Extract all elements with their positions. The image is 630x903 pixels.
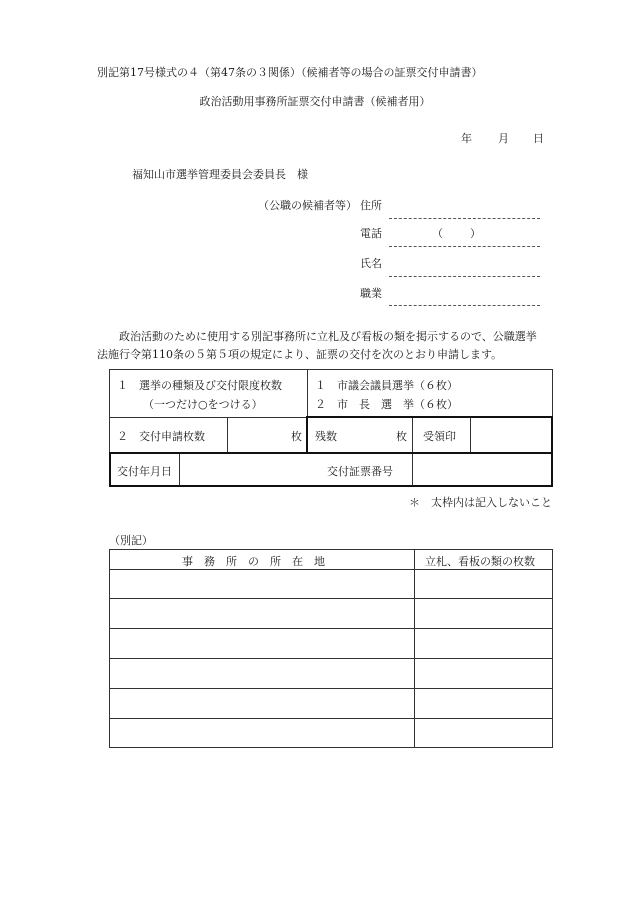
election-type-sublabel: （一つだけ○をつける） bbox=[143, 398, 263, 411]
attachment-label: （別記） bbox=[109, 534, 153, 547]
certificate-number-label: 交付証票番号 bbox=[327, 465, 393, 478]
thick-frame-top bbox=[307, 416, 553, 418]
application-table bbox=[109, 369, 553, 487]
phone-field[interactable] bbox=[389, 246, 540, 247]
option-mayor[interactable]: ２ 市 長 選 挙（６枚） bbox=[315, 398, 458, 411]
occupation-label: 職業 bbox=[360, 287, 382, 300]
received-seal-label: 受領印 bbox=[423, 430, 456, 443]
date-day-label: 日 bbox=[533, 132, 544, 145]
thick-frame-note: ＊ 太枠内は記入しないこと bbox=[409, 496, 552, 509]
address-label: 住所 bbox=[360, 199, 382, 212]
candidate-label: （公職の候補者等） bbox=[258, 199, 357, 212]
addressee: 福知山市選挙管理委員会委員長 様 bbox=[132, 168, 308, 181]
office-location-table bbox=[109, 549, 553, 748]
location-column-header: 事 務 所 の 所 在 地 bbox=[182, 555, 325, 568]
phone-label: 電話 bbox=[360, 227, 382, 240]
statement-line-2: 法施行令第110条の５第５項の規定により、証票の交付を次のとおり申請します。 bbox=[97, 348, 503, 361]
name-label: 氏名 bbox=[360, 257, 382, 270]
phone-paren-open: （ bbox=[432, 227, 443, 240]
occupation-field[interactable] bbox=[389, 305, 540, 306]
phone-paren-close: ） bbox=[470, 227, 481, 240]
remaining-label: 残数 bbox=[315, 430, 337, 443]
request-count-unit: 枚 bbox=[291, 430, 302, 443]
request-count-label: ２ 交付申請枚数 bbox=[117, 430, 205, 443]
name-field[interactable] bbox=[389, 276, 540, 277]
issue-date-label: 交付年月日 bbox=[117, 465, 172, 478]
table-row bbox=[110, 628, 552, 629]
office-table-header bbox=[110, 550, 552, 570]
form-heading: 別記第17号様式の４（第47条の３関係）（候補者等の場合の証票交付申請書） bbox=[97, 66, 483, 79]
table-row bbox=[110, 658, 552, 659]
application-statement bbox=[97, 328, 567, 364]
date-month-label: 月 bbox=[498, 132, 509, 145]
table-row bbox=[110, 718, 552, 719]
statement-line-1: 政治活動のために使用する別記事務所に立札及び看板の類を掲示するので、公職選挙 bbox=[119, 330, 537, 343]
remaining-unit: 枚 bbox=[396, 430, 407, 443]
address-field[interactable] bbox=[389, 218, 540, 219]
table-row bbox=[110, 688, 552, 689]
option-city-council[interactable]: １ 市議会議員選挙（６枚） bbox=[315, 379, 458, 392]
sign-count-column-header: 立札、看板の類の枚数 bbox=[425, 555, 535, 568]
election-type-label: １ 選挙の種類及び交付限度枚数 bbox=[117, 379, 282, 392]
table-row bbox=[110, 598, 552, 599]
date-year-label: 年 bbox=[461, 132, 472, 145]
form-title: 政治活動用事務所証票交付申請書（候補者用） bbox=[199, 95, 431, 108]
